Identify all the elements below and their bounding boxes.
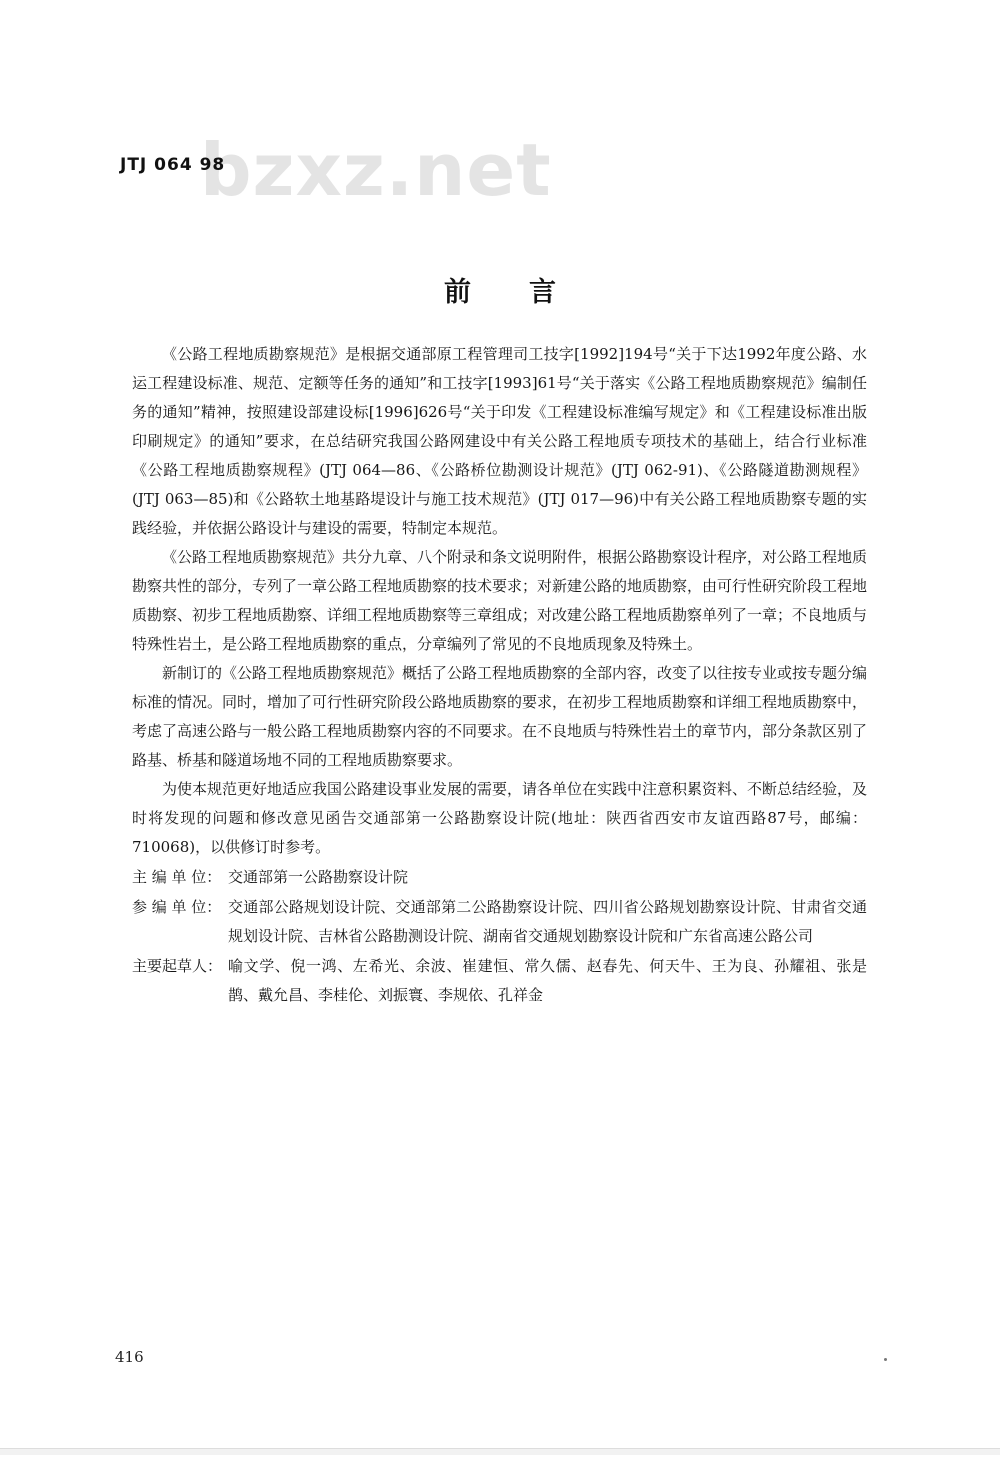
credit-editor-value: 交通部第一公路勘察设计院: [228, 868, 409, 886]
credit-drafters-value: 喻文学、倪一鸿、左希光、余波、崔建恒、常久儒、赵春先、何天牛、王为良、孙耀祖、张是鹊、戴允昌、李桂伦、刘振寰、李规依、孔祥金: [228, 957, 867, 1004]
paragraph-2: 《公路工程地质勘察规范》共分九章、八个附录和条文说明附件，根据公路勘察设计程序，对公路工程地质勘察共性的部分，专列了一章公路工程地质勘察的技术要求；对新建公路的地质勘察，由可行性研究阶段工程地质勘察、初步工程地质勘察、详细工程地质勘察等三章组成；对改建公路工程地质勘察单列了一章；不良地质与特殊性岩土，是公路工程地质勘察的重点，分章编列了常见的不良地质现象及特殊土。: [132, 548, 868, 653]
paragraph-3: 新制订的《公路工程地质勘察规范》概括了公路工程地质勘察的全部内容，改变了以往按专业或按专题分编标准的情况。同时，增加了可行性研究阶段公路地质勘察的要求，在初步工程地质勘察和详细工程地质勘察中，考虑了高速公路与一般公路工程地质勘察内容的不同要求。在不良地质与特殊性岩土的章节内，部分条款区别了路基、桥基和隧道场地不同的工程地质勘察要求。: [132, 664, 868, 769]
watermark: bzxz.net: [200, 128, 552, 212]
page-number: 416: [115, 1348, 144, 1366]
credit-editor: [132, 863, 867, 892]
paragraph-4: 为使本规范更好地适应我国公路建设事业发展的需要，请各单位在实践中注意积累资料、不断总结经验，及时将发现的问题和修改意见函告交通部第一公路勘察设计院(地址：陕西省西安市友谊西路87号，邮编：710068)，以供修订时参考。: [132, 780, 868, 856]
credit-participants-value: 交通部公路规划设计院、交通部第二公路勘察设计院、四川省公路规划勘察设计院、甘肃省交通规划设计院、吉林省公路勘测设计院、湖南省交通规划勘察设计院和广东省高速公路公司: [228, 898, 867, 945]
standard-code: JTJ 064 98: [120, 155, 226, 175]
preface-body: [132, 340, 867, 1010]
credit-participants-label: 参 编 单 位：: [132, 898, 222, 916]
paragraph-1: 《公路工程地质勘察规范》是根据交通部原工程管理司工技字[1992]194号“关于下达1992年度公路、水运工程建设标准、规范、定额等任务的通知”和工技字[1993]61号“关于落实《公路工程地质勘察规范》编制任务的通知”精神，按照建设部建设标[1996]626号“关于印发《工程建设标准编写规定》和《工程建设标准出版印刷规定》的通知”要求，在总结研究我国公路网建设中有关公路工程地质专项技术的基础上，结合行业标准《公路工程地质勘察规程》(JTJ 064—86、《公路桥位勘测设计规范》(JTJ 062-91)、《公路隧道勘测规程》(JTJ 063—85)和《公路软土地基路堤设计与施工技术规范》(JTJ 017—96)中有关公路工程地质勘察专题的实践经验，并依据公路设计与建设的需要，特制定本规范。: [132, 345, 867, 537]
credit-participants: [132, 893, 867, 951]
page-bottom-edge: [0, 1448, 1000, 1455]
page-title: 前言: [444, 277, 614, 308]
scan-dot: [884, 1358, 887, 1361]
credit-drafters: [132, 952, 867, 1010]
credit-editor-label: 主 编 单 位：: [132, 868, 222, 886]
credit-drafters-label: 主要起草人：: [132, 957, 223, 975]
